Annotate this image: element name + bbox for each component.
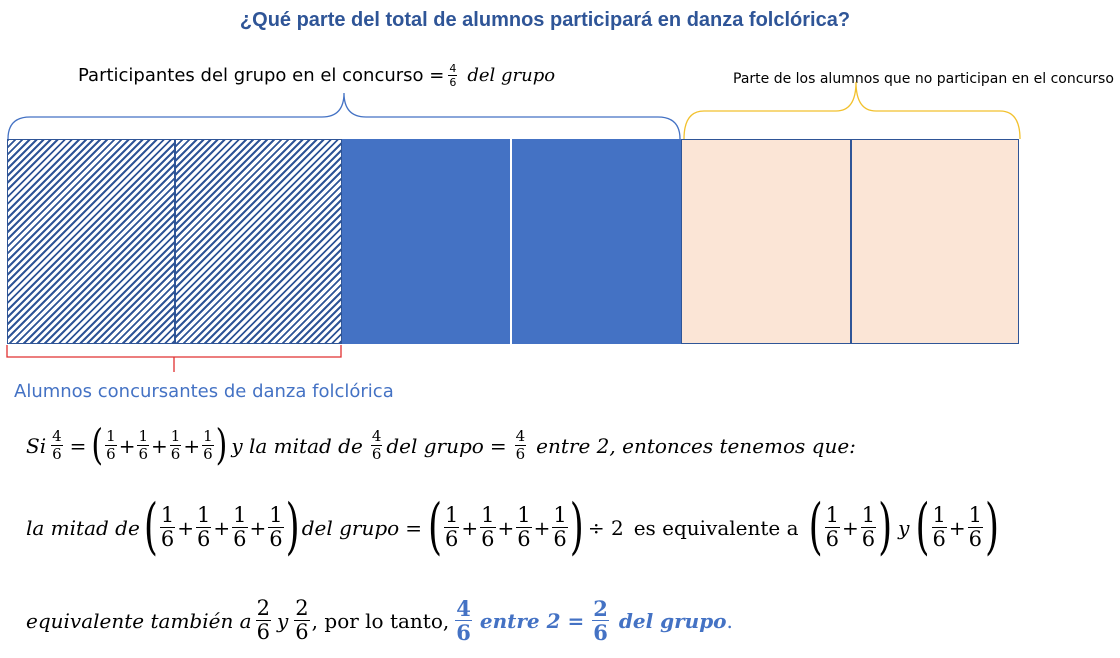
eq3-dot: . xyxy=(726,608,733,633)
dance-label: Alumnos concursantes de danza folclórica xyxy=(14,381,394,402)
eq3-y: y xyxy=(276,608,289,633)
eq2-plus-6: + xyxy=(533,515,551,540)
eq2-plus-4: + xyxy=(461,515,479,540)
eq2-y: y xyxy=(898,515,910,540)
equation-line-2: la mitad de ( $\frac{1}{6}$ + $\frac{1}{6}$ + $\frac{1}{6}$ + $\frac{1}{6}$ ) del grupo = ( $\frac{1}{6}$ + $\frac{1}{6}$ + $\frac{1}{6}$ + $\frac{1}{6}$ ) ÷ 2 es equivalente a ( $\frac{1}{6}$ + $\frac{1}{6}$ ) y ( $\frac{1}{6}$ + $\frac{1}{6}$ ) xyxy=(26,492,1000,563)
eq1-text-b: del grupo xyxy=(386,433,484,458)
eq1-equals-2: = xyxy=(489,433,507,458)
eq2-text-c: es equivalente a xyxy=(633,515,799,540)
eq2-div: ÷ 2 xyxy=(587,515,624,540)
participants-label-text: Participantes del grupo en el concurso = xyxy=(78,65,445,86)
eq2-term-6: $\frac{1}{6}$ xyxy=(481,503,495,551)
eq1-frac-4-6: $\frac{4}{6}$ xyxy=(52,427,62,463)
eq1-plus-2: + xyxy=(151,433,168,458)
eq1-frac-4-6-b: $\frac{4}{6}$ xyxy=(371,427,382,463)
bar-segment-peach-2 xyxy=(850,139,1019,344)
eq2-term-8: $\frac{1}{6}$ xyxy=(553,503,567,551)
eq3-result-frac: $\frac{2}{6}$ xyxy=(593,596,608,645)
eq2-plus-2: + xyxy=(213,515,231,540)
eq2-term-10: $\frac{1}{6}$ xyxy=(861,503,876,551)
eq1-text-c: entre 2, entonces tenemos que: xyxy=(536,433,856,458)
eq2-term-9: $\frac{1}{6}$ xyxy=(825,503,839,551)
eq3-frac-2-6-b: $\frac{2}{6}$ xyxy=(295,596,309,644)
eq2-text-a: la mitad de xyxy=(26,515,140,540)
eq2-equals: = xyxy=(405,515,422,540)
eq2-term-1: $\frac{1}{6}$ xyxy=(160,503,175,551)
eq1-term-3: $\frac{1}{6}$ xyxy=(170,427,181,463)
eq1-term-1: $\frac{1}{6}$ xyxy=(106,427,116,463)
eq3-del-grupo: del grupo xyxy=(618,608,727,633)
eq2-plus-8: + xyxy=(948,515,966,540)
bar-segment-hatched-1 xyxy=(7,139,175,344)
eq2-term-2: $\frac{1}{6}$ xyxy=(197,503,211,551)
eq2-term-12: $\frac{1}{6}$ xyxy=(968,503,983,551)
eq1-term-4: $\frac{1}{6}$ xyxy=(203,427,213,463)
eq3-frac-2-6-a: $\frac{2}{6}$ xyxy=(256,596,270,644)
eq2-plus-5: + xyxy=(497,515,515,540)
eq1-si: Si xyxy=(26,433,47,458)
page-title: ¿Qué parte del total de alumnos participará en danza folclórica? xyxy=(239,9,851,31)
participants-brace xyxy=(8,93,680,139)
eq3-text-b: , por lo tanto, xyxy=(311,608,450,633)
eq2-text-b: del grupo xyxy=(301,515,400,540)
eq3-frac-4-6: $\frac{4}{6}$ xyxy=(456,596,471,645)
eq2-term-11: $\frac{1}{6}$ xyxy=(932,503,946,551)
bar-segment-solid-2 xyxy=(512,139,681,344)
participants-label-suffix: del grupo xyxy=(467,65,556,86)
eq1-frac-4-6-c: $\frac{4}{6}$ xyxy=(515,427,526,463)
equation-line-3 xyxy=(26,598,733,643)
participants-fraction: $\frac{4}{6}$ xyxy=(449,62,457,89)
eq1-plus-1: + xyxy=(118,433,136,458)
eq2-term-7: $\frac{1}{6}$ xyxy=(517,503,531,551)
eq2-term-4: $\frac{1}{6}$ xyxy=(269,503,283,551)
bar-segment-peach-1 xyxy=(681,139,850,344)
eq1-term-2: $\frac{1}{6}$ xyxy=(138,427,148,463)
dance-brace xyxy=(7,345,341,372)
eq2-term-5: $\frac{1}{6}$ xyxy=(445,503,459,551)
eq2-plus-7: + xyxy=(841,515,859,540)
eq1-plus-3: + xyxy=(183,433,201,458)
non-participants-label: Parte de los alumnos que no participan en el concurso xyxy=(733,71,1114,87)
bar-segment-hatched-2 xyxy=(175,139,342,344)
eq2-plus-1: + xyxy=(177,515,194,540)
non-participants-brace xyxy=(684,82,1020,139)
eq2-plus-3: + xyxy=(249,515,267,540)
eq1-text-a: y la mitad de xyxy=(231,433,363,458)
equation-line-1: Si $\frac{4}{6}$ = ( $\frac{1}{6}$ + $\frac{1}{6}$ + $\frac{1}{6}$ + $\frac{1}{6}$ ) y la mitad de $\frac{4}{6}$ del grupo = $\frac{4}{6}$ entre 2, entonces tenemos que: xyxy=(26,421,856,470)
eq3-entre: entre 2 = xyxy=(479,608,585,633)
eq1-equals: = xyxy=(69,433,87,458)
bar-segment-solid-1 xyxy=(342,139,510,344)
eq3-text-a: equivalente también a xyxy=(26,608,252,633)
eq2-term-3: $\frac{1}{6}$ xyxy=(233,503,247,551)
